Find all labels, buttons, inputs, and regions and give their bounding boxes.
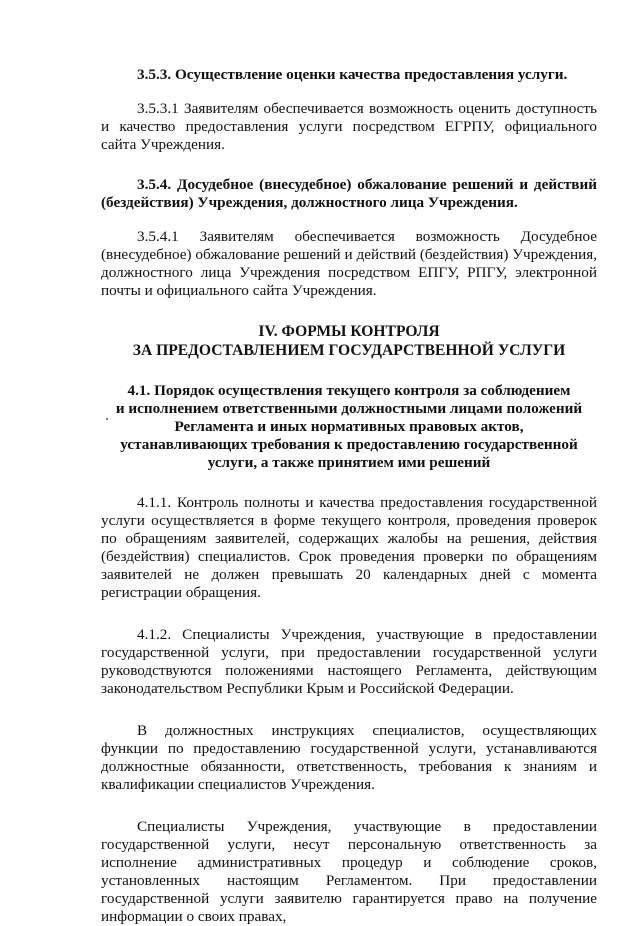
section-4-1-heading-line5: услуги, а также принятием ими решений: [207, 454, 491, 471]
section-4-1-heading-line2: и исполнением ответственными должностными лицами положений: [115, 400, 583, 417]
section-iv-heading-line1: IV. ФОРМЫ КОНТРОЛЯ: [258, 323, 440, 340]
section-4-1-heading: [101, 382, 597, 472]
job-instructions-paragraph: В должностных инструкциях специалистов, осуществляющих функции по предоставлению государственной услуги, устанавливаются должностные обязанности, ответственность, требования к знаниям и квалификации специалистов Учреждения.: [101, 722, 597, 793]
document-page: [101, 66, 597, 926]
section-iv-heading-line2: ЗА ПРЕДОСТАВЛЕНИЕМ ГОСУДАРСТВЕННОЙ УСЛУГИ: [132, 342, 566, 359]
specialists-responsibility-paragraph: Специалисты Учреждения, участвующие в предоставлении государственной услуги, несут персональную ответственность за исполнение административных процедур и соблюдение сроков, установленных настоящим Регламентом. При предоставлении государственной услуги заявителю гарантируется право на получение информации о своих правах,: [101, 818, 597, 925]
section-4-1-heading-line4: устанавливающих требования к предоставлению государственной: [120, 436, 578, 453]
section-3-5-4-heading: 3.5.4. Досудебное (внесудебное) обжалование решений и действий (бездействия) Учреждения, должностного лица Учреждения.: [101, 176, 597, 211]
section-4-1-2-paragraph: 4.1.2. Специалисты Учреждения, участвующие в предоставлении государственной услуги, при предоставлении государственной услуги руководствуются положениями настоящего Регламента, действующим законодательством Республики Крым и Российской Федерации.: [101, 626, 597, 697]
section-3-5-3-heading: 3.5.3. Осуществление оценки качества предоставления услуги.: [137, 66, 568, 83]
section-4-1-1-paragraph: 4.1.1. Контроль полноты и качества предоставления государственной услуги осуществляется в форме текущего контроля, проведения проверок по обращениям заявителей, содержащих жалобы на решения, действия (бездействия) специалистов. Срок проведения проверки по обращениям заявителей не должен превышать 20 календарных дней с момента регистрации обращения.: [101, 494, 597, 601]
section-3-5-3-1-paragraph: 3.5.3.1 Заявителям обеспечивается возможность оценить доступность и качество предоставления услуги посредством ЕГРПУ, официального сайта Учреждения.: [101, 100, 597, 153]
section-3-5-4-1-paragraph: 3.5.4.1 Заявителям обеспечивается возможность Досудебное (внесудебное) обжалование решений и действий (бездействия) Учреждения, должностного лица Учреждения посредством ЕПГУ, РПГУ, электронной почты и официального сайта Учреждения.: [101, 228, 597, 299]
scan-speck: [106, 418, 108, 420]
section-4-1-heading-line3: Регламента и иных нормативных правовых актов,: [174, 418, 524, 435]
section-4-1-heading-line1: 4.1. Порядок осуществления текущего контроля за соблюдением: [127, 382, 571, 399]
section-iv-heading: [101, 322, 597, 360]
